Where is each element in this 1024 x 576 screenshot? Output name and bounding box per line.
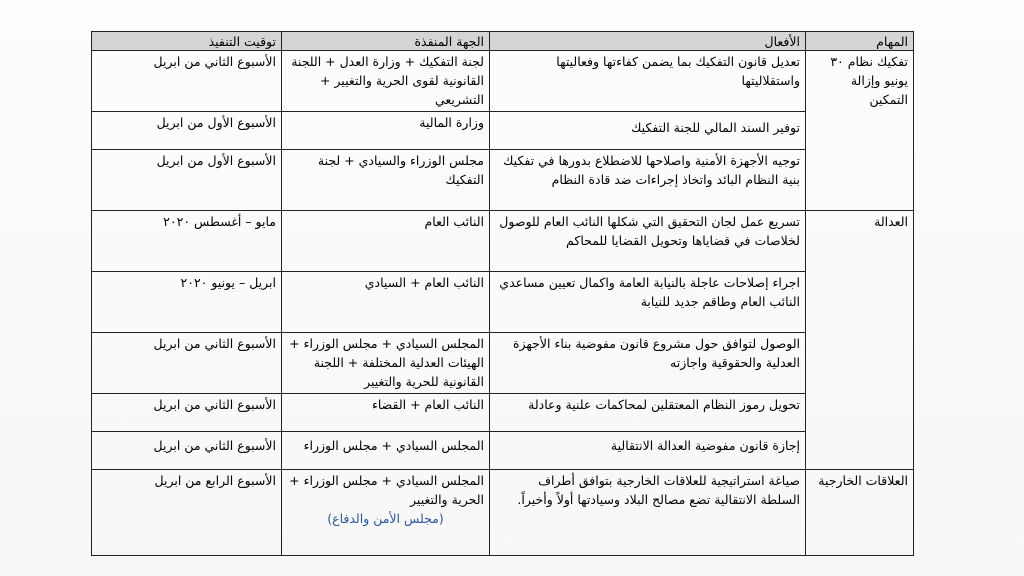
timing-cell: ابريل – يونيو ٢٠٢٠ <box>92 272 282 333</box>
table-row <box>92 211 914 272</box>
entity-cell: وزارة المالية <box>282 112 490 150</box>
action-cell: الوصول لتوافق حول مشروع قانون مفوضية بناء الأجهزة العدلية والحقوقية واجازته <box>490 333 806 394</box>
entity-cell: لجنة التفكيك + وزارة العدل + اللجنة القانونية لقوى الحرية والتغيير + التشريعي <box>282 51 490 112</box>
table-row <box>92 112 914 150</box>
entity-cell: النائب العام + القضاء <box>282 394 490 432</box>
timing-cell: الأسبوع الثاني من ابريل <box>92 432 282 470</box>
header-timing: توقيت التنفيذ <box>92 32 282 51</box>
table-row <box>92 272 914 333</box>
task-cell: العدالة <box>806 211 914 470</box>
table-row <box>92 333 914 394</box>
entity-cell: مجلس الوزراء والسيادي + لجنة التفكيك <box>282 150 490 211</box>
table-row <box>92 150 914 211</box>
entity-text: المجلس السيادي + مجلس الوزراء + الحرية والتغيير <box>289 473 484 507</box>
timing-cell: الأسبوع الأول من ابريل <box>92 150 282 211</box>
entity-cell <box>282 470 490 556</box>
entity-cell: النائب العام <box>282 211 490 272</box>
header-entity: الجهة المنفذة <box>282 32 490 51</box>
header-tasks: المهام <box>806 32 914 51</box>
table-row <box>92 51 914 112</box>
table-row <box>92 470 914 556</box>
action-cell: تسريع عمل لجان التحقيق التي شكلها النائب العام للوصول لخلاصات في قضاياها وتحويل القضايا للمحاكم <box>490 211 806 272</box>
table-row <box>92 432 914 470</box>
task-cell: تفكيك نظام ٣٠ يونيو وإزالة التمكين <box>806 51 914 211</box>
action-cell: اجراء إصلاحات عاجلة بالنيابة العامة واكمال تعيين مساعدي النائب العام وطاقم جديد للنيابة <box>490 272 806 333</box>
table-header-row <box>92 32 914 51</box>
timing-cell: الأسبوع الرابع من ابريل <box>92 470 282 556</box>
header-actions: الأفعال <box>490 32 806 51</box>
action-cell: توفير السند المالي للجنة التفكيك <box>490 112 806 150</box>
entity-note: (مجلس الأمن والدفاع) <box>327 511 444 526</box>
entity-cell: النائب العام + السيادي <box>282 272 490 333</box>
timing-cell: مايو – أغسطس ٢٠٢٠ <box>92 211 282 272</box>
entity-cell: المجلس السيادي + مجلس الوزراء + الهيئات العدلية المختلفة + اللجنة القانونية للحرية والتغيير <box>282 333 490 394</box>
timing-cell: الأسبوع الثاني من ابريل <box>92 333 282 394</box>
task-cell: العلاقات الخارجية <box>806 470 914 556</box>
action-cell: صياغة استراتيجية للعلاقات الخارجية بتوافق أطراف السلطة الانتقالية تضع مصالح البلاد وسيادتها أولاً وأخيراً. <box>490 470 806 556</box>
timing-cell: الأسبوع الثاني من ابريل <box>92 51 282 112</box>
action-cell: إجازة قانون مفوضية العدالة الانتقالية <box>490 432 806 470</box>
action-cell: تعديل قانون التفكيك بما يضمن كفاءتها وفعاليتها واستقلاليتها <box>490 51 806 112</box>
action-cell: تحويل رموز النظام المعتقلين لمحاكمات علنية وعادلة <box>490 394 806 432</box>
action-cell: توجيه الأجهزة الأمنية واصلاحها للاضطلاع بدورها في تفكيك بنية النظام البائد واتخاذ إجراءات ضد قادة النظام <box>490 150 806 211</box>
table-row <box>92 394 914 432</box>
timing-cell: الأسبوع الثاني من ابريل <box>92 394 282 432</box>
timing-cell: الأسبوع الأول من ابريل <box>92 112 282 150</box>
entity-cell: المجلس السيادي + مجلس الوزراء <box>282 432 490 470</box>
action-plan-table <box>91 31 914 556</box>
